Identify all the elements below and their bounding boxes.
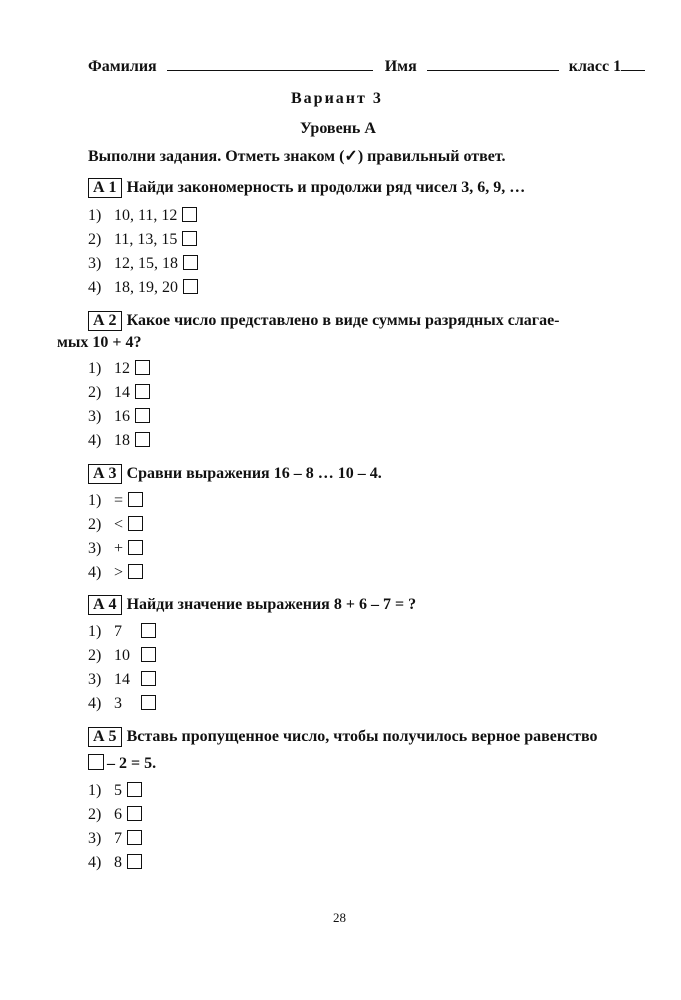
variant-title: Вариант 3 [291,90,383,107]
option-number: 4) [88,564,102,581]
option-value: 10, 11, 12 [114,207,178,224]
option-row [88,430,150,452]
answer-checkbox[interactable] [127,854,142,869]
option-value: 7 [114,623,122,640]
question-text-continued: – 2 = 5. [107,755,157,772]
answer-checkbox[interactable] [141,671,156,686]
option-value: 5 [114,782,122,799]
option-number: 4) [88,279,102,296]
option-value: 14 [114,384,130,401]
answer-checkbox[interactable] [141,695,156,710]
option-row [88,621,156,643]
answer-checkbox[interactable] [127,782,142,797]
option-value: 18, 19, 20 [114,279,178,296]
option-value: 7 [114,830,122,847]
option-number: 3) [88,671,102,688]
missing-number-box[interactable] [88,754,104,770]
option-row [88,780,142,802]
option-row [88,693,156,715]
question-label: А 5 [88,727,122,747]
level-title: Уровень А [300,120,376,137]
question-label: А 1 [88,178,122,198]
answer-checkbox[interactable] [135,384,150,399]
name-label: Имя [384,58,417,75]
question-text-continued: мых 10 + 4? [57,334,142,351]
answer-checkbox[interactable] [182,231,197,246]
option-number: 3) [88,830,102,847]
option-value: + [114,540,124,557]
question-a1 [88,178,525,198]
answer-checkbox[interactable] [128,564,143,579]
option-row [88,277,198,299]
option-number: 4) [88,854,102,871]
option-number: 2) [88,231,102,248]
answer-checkbox[interactable] [128,492,143,507]
question-text: Вставь пропущенное число, чтобы получилось верное равенство [126,728,598,745]
question-a2 [88,311,560,331]
answer-checkbox[interactable] [183,255,198,270]
answer-checkbox[interactable] [141,647,156,662]
question-text: Найди закономерность и продолжи ряд чисел 3, 6, 9, … [126,179,526,196]
question-label: А 4 [88,595,122,615]
name-blank[interactable] [427,56,559,71]
answer-checkbox[interactable] [141,623,156,638]
option-number: 1) [88,360,102,377]
option-value: 11, 13, 15 [114,231,178,248]
option-row [88,490,143,512]
option-number: 3) [88,408,102,425]
option-row [88,205,197,227]
surname-blank[interactable] [167,56,373,71]
option-number: 3) [88,540,102,557]
option-row [88,358,150,380]
surname-label: Фамилия [88,58,157,75]
option-value: 18 [114,432,130,449]
option-row [88,514,143,536]
instruction-text: Выполни задания. Отметь знаком (✓) правильный ответ. [88,148,506,165]
question-label: А 3 [88,464,122,484]
option-value: 12 [114,360,130,377]
option-value: 8 [114,854,122,871]
answer-checkbox[interactable] [135,408,150,423]
option-value: 12, 15, 18 [114,255,178,272]
option-number: 1) [88,782,102,799]
option-number: 4) [88,695,102,712]
option-row [88,538,143,560]
class-blank[interactable] [621,56,645,71]
option-number: 3) [88,255,102,272]
option-row [88,229,197,251]
option-row [88,852,142,874]
answer-checkbox[interactable] [182,207,197,222]
answer-checkbox[interactable] [135,360,150,375]
page-number: 28 [333,910,346,925]
option-row [88,828,142,850]
option-row [88,406,150,428]
option-value: 14 [114,671,130,688]
question-a3 [88,464,382,484]
answer-checkbox[interactable] [183,279,198,294]
option-number: 2) [88,647,102,664]
option-row [88,804,142,826]
option-row [88,382,150,404]
option-row [88,253,198,275]
option-number: 2) [88,384,102,401]
answer-checkbox[interactable] [127,830,142,845]
option-value: > [114,564,124,581]
question-a5 [88,727,598,747]
question-text: Какое число представлено в виде суммы разрядных слагае- [126,312,560,329]
option-value: 10 [114,647,130,664]
option-number: 2) [88,806,102,823]
question-text: Найди значение выражения 8 + 6 – 7 = ? [126,596,417,613]
question-text: Сравни выражения 16 – 8 … 10 – 4. [126,465,382,482]
option-number: 1) [88,492,102,509]
option-number: 1) [88,623,102,640]
option-number: 2) [88,516,102,533]
option-value: = [114,492,124,509]
answer-checkbox[interactable] [128,540,143,555]
option-row [88,645,156,667]
equation-line [88,754,156,773]
question-a4 [88,595,416,615]
answer-checkbox[interactable] [128,516,143,531]
option-row [88,562,143,584]
answer-checkbox[interactable] [127,806,142,821]
option-number: 4) [88,432,102,449]
student-info-header [88,56,645,76]
option-number: 1) [88,207,102,224]
answer-checkbox[interactable] [135,432,150,447]
option-row [88,669,156,691]
option-value: 16 [114,408,130,425]
question-label: А 2 [88,311,122,331]
option-value: 3 [114,695,122,712]
option-value: < [114,516,124,533]
class-label: класс 1 [568,58,622,75]
option-value: 6 [114,806,122,823]
